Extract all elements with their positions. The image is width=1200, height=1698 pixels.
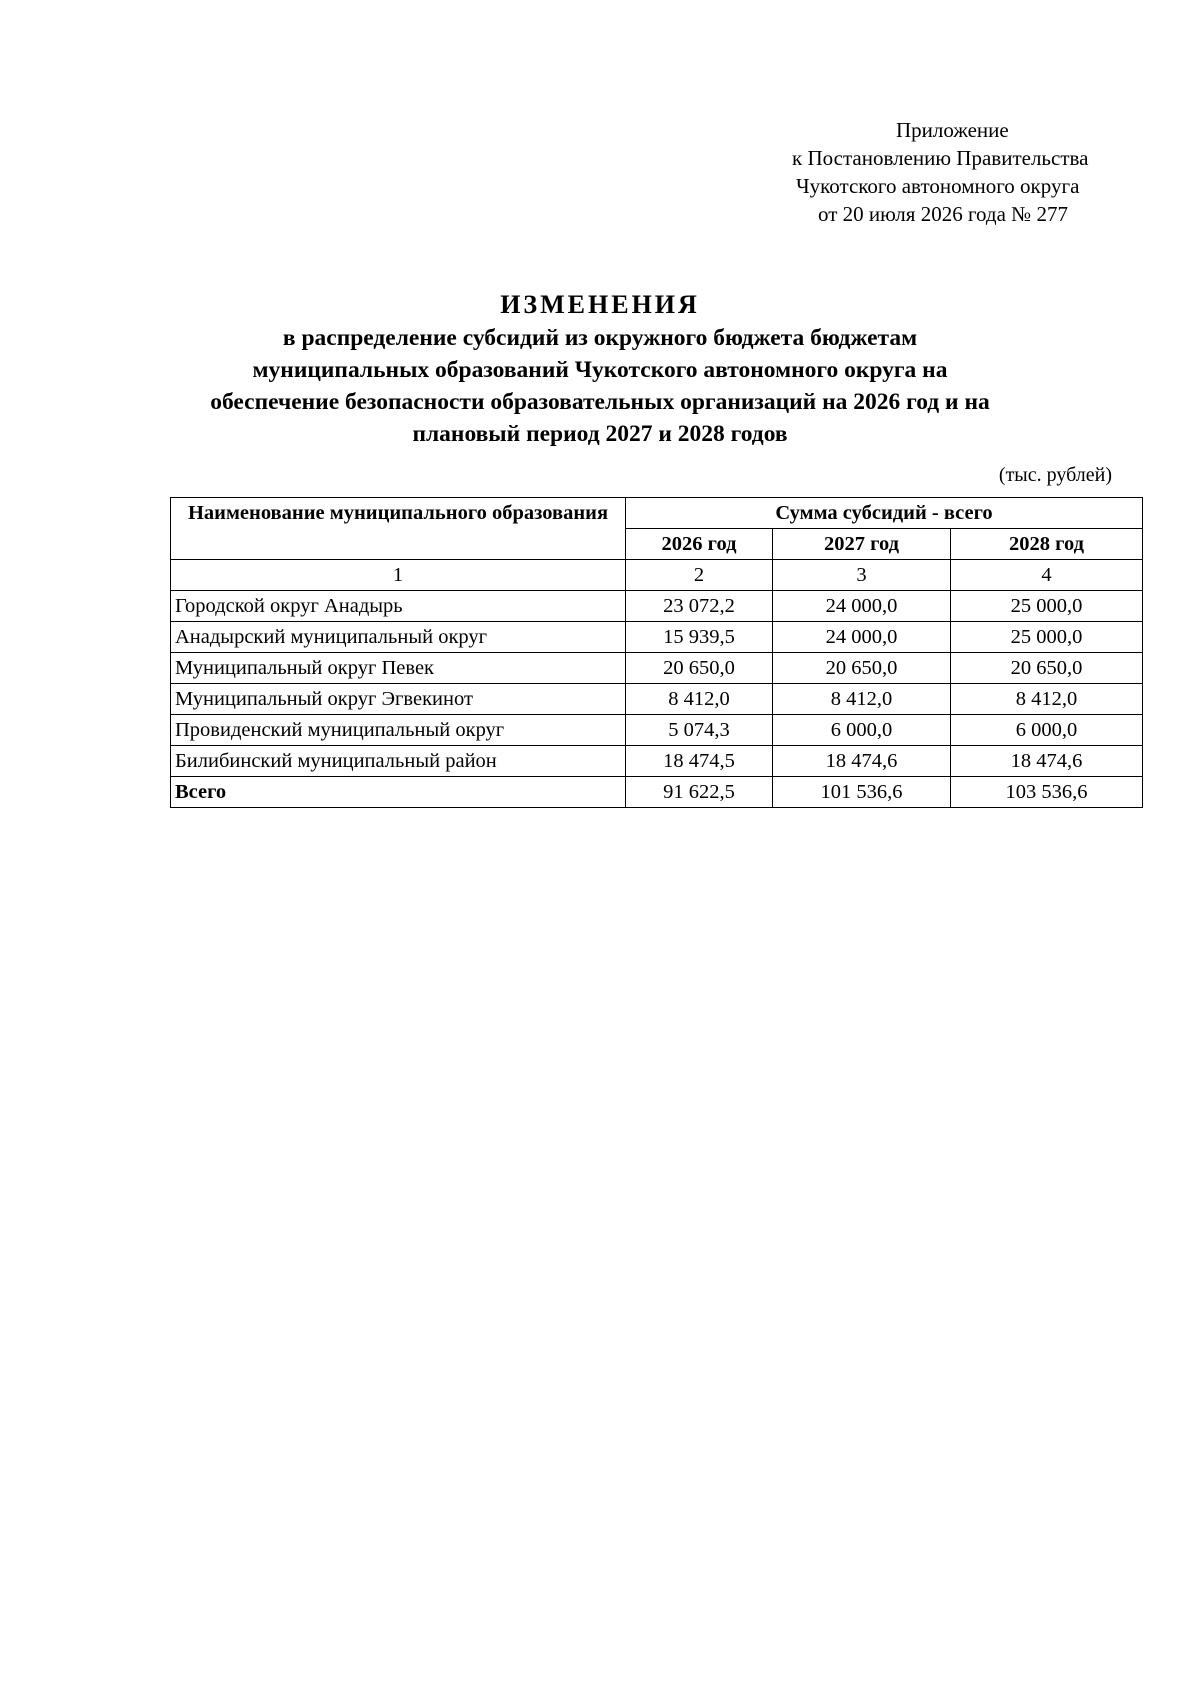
value-2027: 24 000,0 [773, 622, 951, 653]
value-2027: 20 650,0 [773, 653, 951, 684]
annex-line-1: Приложение [896, 118, 1009, 142]
annex-line-2: к Постановлению Правительства [792, 146, 1089, 170]
subtitle-line: в распределение субсидий из окружного бюджета бюджетам [282, 325, 918, 351]
header-year-2027: 2027 год [773, 529, 951, 560]
value-2028: 6 000,0 [951, 715, 1143, 746]
total-row [171, 777, 1143, 808]
total-label: Всего [171, 777, 626, 808]
column-number: 1 [171, 560, 626, 591]
header-subsidy-total: Сумма субсидий - всего [626, 498, 1143, 529]
column-number: 3 [773, 560, 951, 591]
title-block [150, 288, 1050, 450]
column-number-row [171, 560, 1143, 591]
column-number: 2 [626, 560, 773, 591]
table-row [171, 591, 1143, 622]
table-row [171, 653, 1143, 684]
annex-line-4: от 20 июля 2026 года № 277 [818, 202, 1068, 226]
municipality-name: Провиденский муниципальный округ [171, 715, 626, 746]
subtitle-line: обеспечение безопасности образовательных организаций на 2026 год и на [210, 389, 990, 415]
value-2026: 8 412,0 [626, 684, 773, 715]
value-2028: 18 474,6 [951, 746, 1143, 777]
subtitle-line: плановый период 2027 и 2028 годов [412, 421, 788, 447]
table-row [171, 715, 1143, 746]
total-2028: 103 536,6 [951, 777, 1143, 808]
municipality-name: Билибинский муниципальный район [171, 746, 626, 777]
annex-header [780, 116, 1140, 228]
value-2028: 20 650,0 [951, 653, 1143, 684]
value-2028: 25 000,0 [951, 591, 1143, 622]
value-2028: 8 412,0 [951, 684, 1143, 715]
subtitle-line: муниципальных образований Чукотского автономного округа на [252, 357, 948, 383]
municipality-name: Муниципальный округ Певек [171, 653, 626, 684]
header-year-2026: 2026 год [626, 529, 773, 560]
municipality-name: Муниципальный округ Эгвекинот [171, 684, 626, 715]
value-2027: 24 000,0 [773, 591, 951, 622]
value-2026: 23 072,2 [626, 591, 773, 622]
document-subtitle [150, 322, 1050, 450]
header-municipality: Наименование муниципального образования [171, 498, 626, 560]
annex-line-3: Чукотского автономного округа [796, 174, 1080, 198]
value-2027: 18 474,6 [773, 746, 951, 777]
value-2026: 15 939,5 [626, 622, 773, 653]
header-year-2028: 2028 год [951, 529, 1143, 560]
column-number: 4 [951, 560, 1143, 591]
value-2026: 20 650,0 [626, 653, 773, 684]
subsidies-table [170, 497, 1143, 808]
total-2026: 91 622,5 [626, 777, 773, 808]
value-2026: 18 474,5 [626, 746, 773, 777]
table-row [171, 684, 1143, 715]
table-row [171, 622, 1143, 653]
value-2026: 5 074,3 [626, 715, 773, 746]
municipality-name: Городской округ Анадырь [171, 591, 626, 622]
municipality-name: Анадырский муниципальный округ [171, 622, 626, 653]
total-2027: 101 536,6 [773, 777, 951, 808]
document-title: ИЗМЕНЕНИЯ [500, 290, 700, 319]
units-label: (тыс. рублей) [998, 464, 1112, 486]
table-row [171, 746, 1143, 777]
value-2027: 6 000,0 [773, 715, 951, 746]
value-2027: 8 412,0 [773, 684, 951, 715]
value-2028: 25 000,0 [951, 622, 1143, 653]
